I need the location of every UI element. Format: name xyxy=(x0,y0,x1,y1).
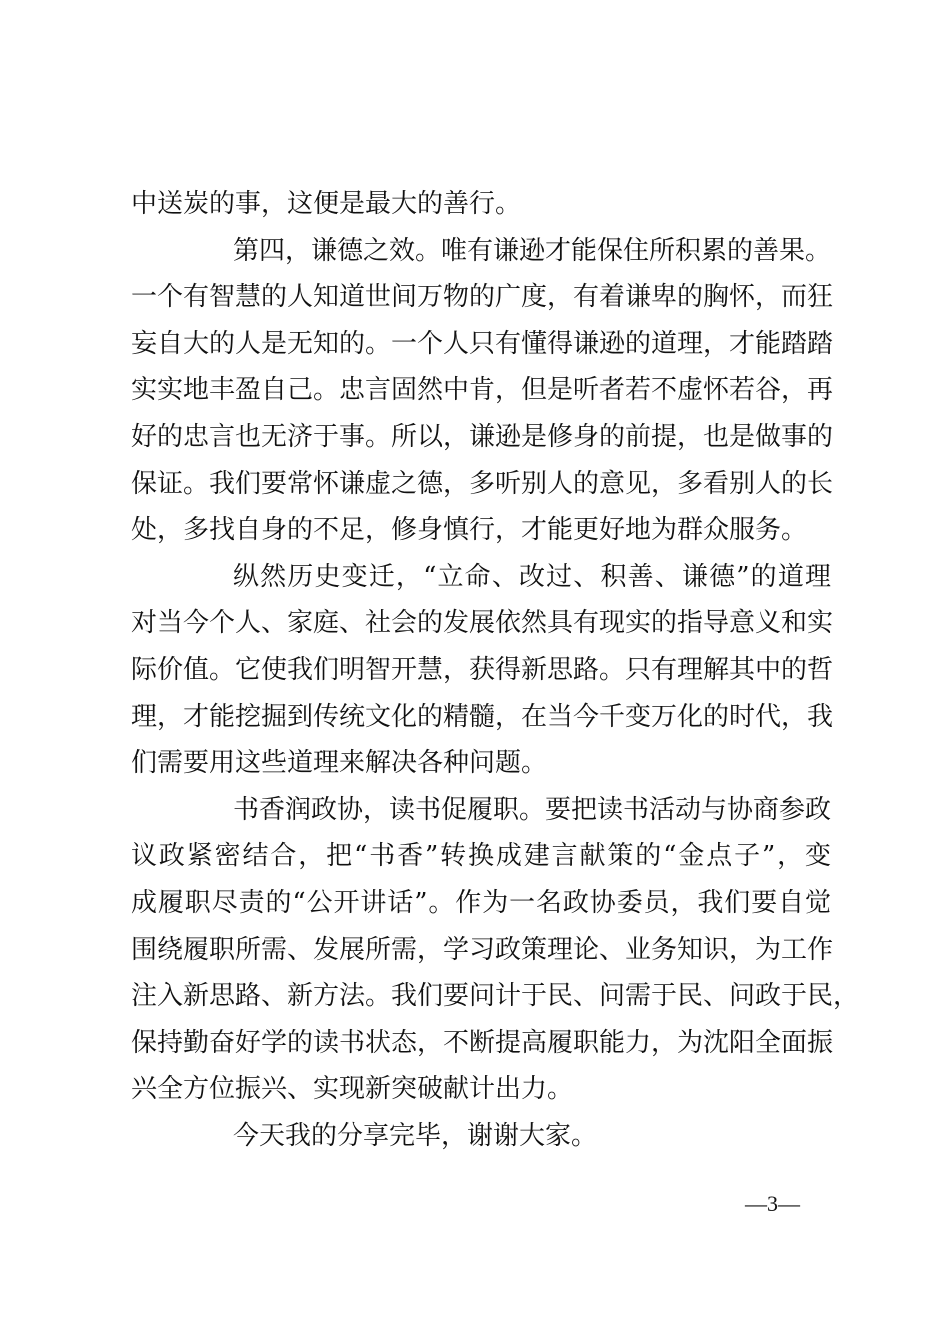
text-line: 处，多找自身的不足，修身慎行，才能更好地为群众服务。 xyxy=(131,515,808,546)
text-line: 议政紧密结合，把“书香”转换成建言献策的“金点子”，变 xyxy=(131,841,831,872)
text-line: 中送炭的事，这便是最大的善行。 xyxy=(131,189,522,219)
document-page xyxy=(131,187,860,1165)
text-line: 围绕履职所需、发展所需，学习政策理论、业务知识，为工作 xyxy=(131,934,834,965)
text-line: 注入新思路、新方法。我们要问计于民、问需于民、问政于民， xyxy=(131,981,860,1012)
text-line: 一个有智慧的人知道世间万物的广度，有着谦卑的胸怀，而狂 xyxy=(131,282,834,313)
text-line: 好的忠言也无济于事。所以，谦逊是修身的前提，也是做事的 xyxy=(131,421,834,452)
text-line: 妄自大的人是无知的。一个人只有懂得谦逊的道理，才能踏踏 xyxy=(131,328,834,359)
text-line: 际价值。它使我们明智开慧，获得新思路。只有理解其中的哲 xyxy=(131,654,834,685)
text-line: 保持勤奋好学的读书状态，不断提高履职能力，为沈阳全面振 xyxy=(131,1027,834,1058)
text-line: 纵然历史变迁，“立命、改过、积善、谦德”的道理 xyxy=(233,561,831,592)
text-line: 书香润政协，读书促履职。要把读书活动与协商参政 xyxy=(233,794,832,825)
text-line: 兴全方位振兴、实现新突破献计出力。 xyxy=(131,1074,574,1105)
text-line: 们需要用这些道理来解决各种问题。 xyxy=(131,748,548,779)
text-line: 理，才能挖掘到传统文化的精髓，在当今千变万化的时代，我 xyxy=(131,701,834,732)
text-line: 实实地丰盈自己。忠言固然中肯，但是听者若不虚怀若谷，再 xyxy=(131,375,834,406)
text-line: 成履职尽责的“公开讲话”。作为一名政协委员，我们要自觉 xyxy=(131,887,831,918)
text-line: 对当今个人、家庭、社会的发展依然具有现实的指导意义和实 xyxy=(131,608,834,639)
text-line: 第四，谦德之效。唯有谦逊才能保住所积累的善果。 xyxy=(233,235,832,266)
text-line: 今天我的分享完毕，谢谢大家。 xyxy=(233,1120,598,1151)
text-line: 保证。我们要常怀谦虚之德，多听别人的意见，多看别人的长 xyxy=(131,468,834,499)
page-number: —3— xyxy=(745,1191,800,1216)
